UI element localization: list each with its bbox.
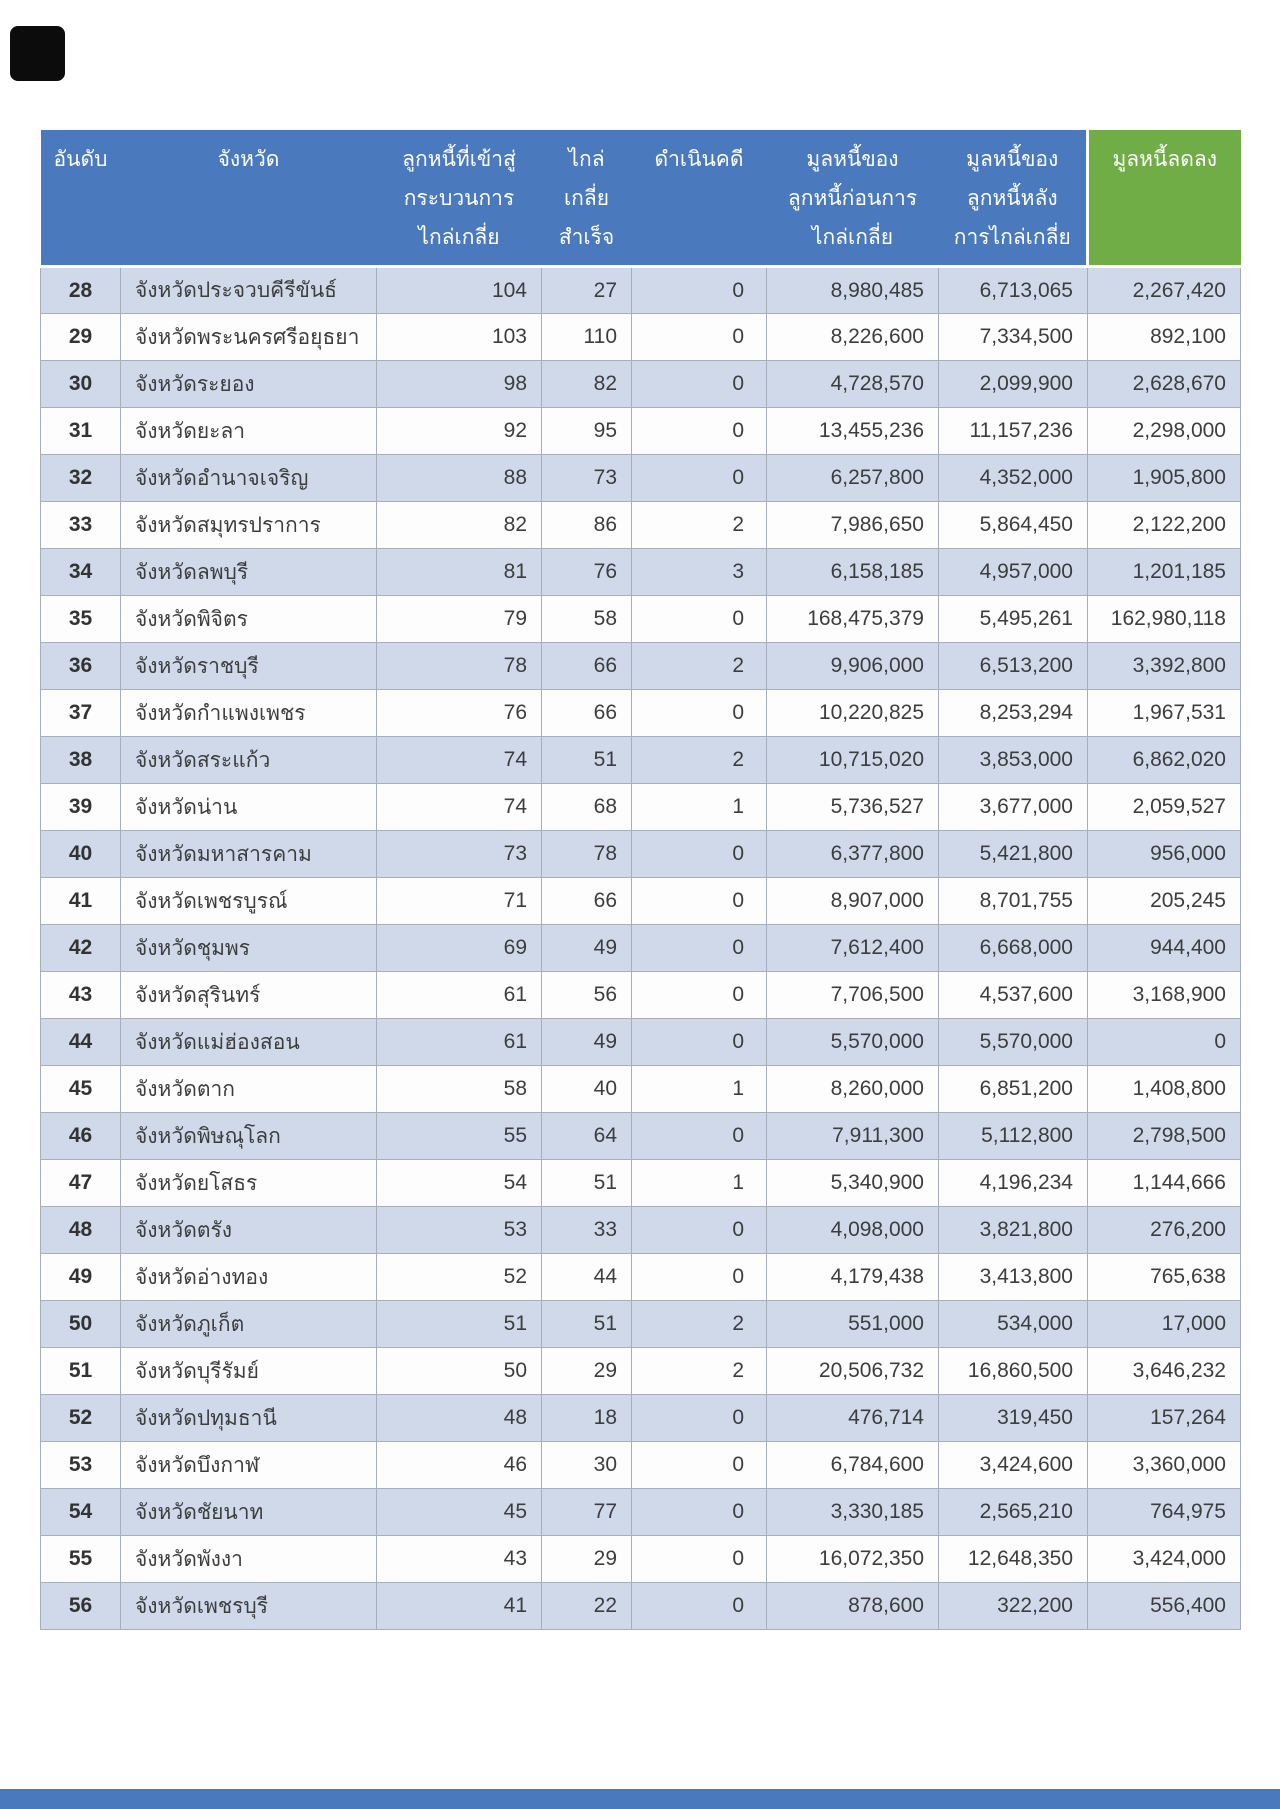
cell-debtors: 78	[377, 643, 542, 690]
cell-debt_reduced: 3,424,000	[1088, 1536, 1241, 1583]
cell-rank: 54	[41, 1489, 121, 1536]
cell-debt_reduced: 1,967,531	[1088, 690, 1241, 737]
cell-debt_before: 3,330,185	[767, 1489, 939, 1536]
cell-debtors: 61	[377, 1019, 542, 1066]
table-row	[41, 690, 1241, 737]
cell-debtors: 74	[377, 784, 542, 831]
cell-debt_before: 8,980,485	[767, 267, 939, 314]
table-row	[41, 1066, 1241, 1113]
cell-debt_after: 6,851,200	[939, 1066, 1088, 1113]
table-row	[41, 1113, 1241, 1160]
cell-rank: 52	[41, 1395, 121, 1442]
cell-rank: 38	[41, 737, 121, 784]
table-row	[41, 1254, 1241, 1301]
cell-lawsuit: 0	[632, 1583, 767, 1630]
cell-lawsuit: 0	[632, 1442, 767, 1489]
cell-lawsuit: 0	[632, 361, 767, 408]
cell-province: จังหวัดน่าน	[121, 784, 377, 831]
cell-province: จังหวัดพิษณุโลก	[121, 1113, 377, 1160]
cell-rank: 37	[41, 690, 121, 737]
cell-rank: 46	[41, 1113, 121, 1160]
cell-lawsuit: 2	[632, 1348, 767, 1395]
cell-province: จังหวัดพระนครศรีอยุธยา	[121, 314, 377, 361]
cell-province: จังหวัดพังงา	[121, 1536, 377, 1583]
cell-success: 77	[542, 1489, 632, 1536]
cell-debt_reduced: 2,628,670	[1088, 361, 1241, 408]
cell-debt_reduced: 2,059,527	[1088, 784, 1241, 831]
cell-debt_before: 6,377,800	[767, 831, 939, 878]
cell-rank: 35	[41, 596, 121, 643]
cell-debt_after: 4,537,600	[939, 972, 1088, 1019]
table-row	[41, 878, 1241, 925]
cell-debt_before: 7,986,650	[767, 502, 939, 549]
cell-rank: 47	[41, 1160, 121, 1207]
table-row	[41, 1207, 1241, 1254]
cell-lawsuit: 1	[632, 784, 767, 831]
cell-debt_before: 878,600	[767, 1583, 939, 1630]
corner-logo-square	[10, 26, 65, 81]
cell-debt_before: 6,257,800	[767, 455, 939, 502]
cell-rank: 56	[41, 1583, 121, 1630]
column-header-line: จังหวัด	[217, 148, 280, 171]
cell-lawsuit: 0	[632, 972, 767, 1019]
cell-success: 18	[542, 1395, 632, 1442]
cell-debt_reduced: 2,122,200	[1088, 502, 1241, 549]
column-header-line: ไกล่เกลี่ย	[418, 226, 500, 249]
cell-lawsuit: 2	[632, 502, 767, 549]
cell-debtors: 104	[377, 267, 542, 314]
cell-debt_after: 3,821,800	[939, 1207, 1088, 1254]
cell-debt_reduced: 1,201,185	[1088, 549, 1241, 596]
cell-province: จังหวัดอ่างทอง	[121, 1254, 377, 1301]
cell-debt_before: 5,340,900	[767, 1160, 939, 1207]
cell-success: 49	[542, 1019, 632, 1066]
cell-debtors: 48	[377, 1395, 542, 1442]
cell-debt_before: 4,179,438	[767, 1254, 939, 1301]
cell-debt_after: 6,668,000	[939, 925, 1088, 972]
cell-lawsuit: 2	[632, 643, 767, 690]
cell-debt_after: 4,352,000	[939, 455, 1088, 502]
cell-debt_after: 4,196,234	[939, 1160, 1088, 1207]
cell-debt_after: 319,450	[939, 1395, 1088, 1442]
cell-debt_reduced: 157,264	[1088, 1395, 1241, 1442]
cell-success: 29	[542, 1348, 632, 1395]
cell-lawsuit: 0	[632, 690, 767, 737]
cell-province: จังหวัดพิจิตร	[121, 596, 377, 643]
cell-debt_after: 3,424,600	[939, 1442, 1088, 1489]
cell-debt_before: 6,784,600	[767, 1442, 939, 1489]
cell-debt_reduced: 3,392,800	[1088, 643, 1241, 690]
column-header-line: ไกล่	[568, 148, 605, 171]
cell-debt_before: 8,260,000	[767, 1066, 939, 1113]
cell-debtors: 55	[377, 1113, 542, 1160]
cell-province: จังหวัดบึงกาฬ	[121, 1442, 377, 1489]
cell-province: จังหวัดสระแก้ว	[121, 737, 377, 784]
cell-debt_after: 5,112,800	[939, 1113, 1088, 1160]
table-row	[41, 596, 1241, 643]
cell-debt_reduced: 6,862,020	[1088, 737, 1241, 784]
cell-debtors: 76	[377, 690, 542, 737]
cell-success: 82	[542, 361, 632, 408]
cell-rank: 28	[41, 267, 121, 314]
cell-debt_after: 7,334,500	[939, 314, 1088, 361]
cell-rank: 39	[41, 784, 121, 831]
cell-province: จังหวัดสมุทรปราการ	[121, 502, 377, 549]
table-row	[41, 643, 1241, 690]
cell-debt_reduced: 205,245	[1088, 878, 1241, 925]
cell-success: 64	[542, 1113, 632, 1160]
cell-success: 27	[542, 267, 632, 314]
cell-province: จังหวัดภูเก็ต	[121, 1301, 377, 1348]
column-header-success	[542, 130, 632, 267]
cell-debt_reduced: 944,400	[1088, 925, 1241, 972]
table-row	[41, 408, 1241, 455]
cell-debtors: 45	[377, 1489, 542, 1536]
table-row	[41, 1301, 1241, 1348]
cell-rank: 49	[41, 1254, 121, 1301]
column-header-line: มูลหนี้ของ	[966, 148, 1059, 171]
table-row	[41, 925, 1241, 972]
cell-debt_before: 7,612,400	[767, 925, 939, 972]
cell-debt_after: 8,253,294	[939, 690, 1088, 737]
cell-rank: 50	[41, 1301, 121, 1348]
cell-debt_after: 8,701,755	[939, 878, 1088, 925]
cell-debt_before: 5,736,527	[767, 784, 939, 831]
cell-lawsuit: 0	[632, 314, 767, 361]
cell-success: 44	[542, 1254, 632, 1301]
cell-debt_before: 20,506,732	[767, 1348, 939, 1395]
table-header	[41, 130, 1241, 267]
cell-rank: 48	[41, 1207, 121, 1254]
cell-lawsuit: 0	[632, 267, 767, 314]
cell-lawsuit: 2	[632, 737, 767, 784]
cell-debt_before: 13,455,236	[767, 408, 939, 455]
cell-lawsuit: 0	[632, 1113, 767, 1160]
cell-success: 73	[542, 455, 632, 502]
cell-lawsuit: 0	[632, 1489, 767, 1536]
cell-province: จังหวัดแม่ฮ่องสอน	[121, 1019, 377, 1066]
cell-lawsuit: 0	[632, 878, 767, 925]
column-header-line: ลูกหนี้ก่อนการ	[787, 187, 918, 210]
cell-debtors: 88	[377, 455, 542, 502]
cell-debt_reduced: 765,638	[1088, 1254, 1241, 1301]
cell-debt_before: 4,098,000	[767, 1207, 939, 1254]
cell-lawsuit: 0	[632, 1207, 767, 1254]
column-header-debt_before	[767, 130, 939, 267]
cell-success: 51	[542, 737, 632, 784]
table-row	[41, 1442, 1241, 1489]
cell-success: 56	[542, 972, 632, 1019]
cell-debt_before: 7,911,300	[767, 1113, 939, 1160]
column-header-province	[121, 130, 377, 267]
cell-lawsuit: 3	[632, 549, 767, 596]
cell-debt_after: 2,099,900	[939, 361, 1088, 408]
table-row	[41, 549, 1241, 596]
column-header-line: สำเร็จ	[558, 226, 615, 249]
cell-success: 51	[542, 1301, 632, 1348]
cell-lawsuit: 1	[632, 1160, 767, 1207]
cell-debt_reduced: 892,100	[1088, 314, 1241, 361]
cell-province: จังหวัดตาก	[121, 1066, 377, 1113]
cell-debtors: 54	[377, 1160, 542, 1207]
cell-province: จังหวัดตรัง	[121, 1207, 377, 1254]
table-row	[41, 1160, 1241, 1207]
cell-province: จังหวัดกำแพงเพชร	[121, 690, 377, 737]
cell-debt_before: 8,226,600	[767, 314, 939, 361]
cell-success: 40	[542, 1066, 632, 1113]
cell-success: 76	[542, 549, 632, 596]
cell-debt_after: 534,000	[939, 1301, 1088, 1348]
table-row	[41, 1395, 1241, 1442]
table-row	[41, 831, 1241, 878]
cell-success: 22	[542, 1583, 632, 1630]
cell-debt_after: 5,570,000	[939, 1019, 1088, 1066]
table-row	[41, 784, 1241, 831]
footer-bar	[0, 1789, 1280, 1809]
cell-success: 58	[542, 596, 632, 643]
table-row	[41, 314, 1241, 361]
column-header-debt_after	[939, 130, 1088, 267]
cell-province: จังหวัดยะลา	[121, 408, 377, 455]
table-row	[41, 737, 1241, 784]
cell-debt_reduced: 1,144,666	[1088, 1160, 1241, 1207]
cell-success: 95	[542, 408, 632, 455]
cell-province: จังหวัดระยอง	[121, 361, 377, 408]
column-header-line: เกลี่ย	[563, 187, 610, 210]
cell-debt_after: 5,864,450	[939, 502, 1088, 549]
cell-debt_reduced: 2,267,420	[1088, 267, 1241, 314]
cell-debt_reduced: 3,646,232	[1088, 1348, 1241, 1395]
column-header-line: ดำเนินคดี	[654, 148, 744, 171]
cell-debt_after: 12,648,350	[939, 1536, 1088, 1583]
cell-debtors: 74	[377, 737, 542, 784]
cell-debt_after: 3,677,000	[939, 784, 1088, 831]
cell-rank: 44	[41, 1019, 121, 1066]
cell-rank: 36	[41, 643, 121, 690]
cell-debt_reduced: 1,408,800	[1088, 1066, 1241, 1113]
cell-success: 29	[542, 1536, 632, 1583]
table-row	[41, 1489, 1241, 1536]
cell-debtors: 81	[377, 549, 542, 596]
cell-province: จังหวัดเพชรบุรี	[121, 1583, 377, 1630]
cell-debtors: 41	[377, 1583, 542, 1630]
cell-debt_reduced: 0	[1088, 1019, 1241, 1066]
cell-province: จังหวัดชัยนาท	[121, 1489, 377, 1536]
cell-lawsuit: 0	[632, 1536, 767, 1583]
cell-lawsuit: 0	[632, 1019, 767, 1066]
cell-success: 68	[542, 784, 632, 831]
cell-debt_reduced: 3,168,900	[1088, 972, 1241, 1019]
cell-debt_after: 3,853,000	[939, 737, 1088, 784]
cell-debt_reduced: 1,905,800	[1088, 455, 1241, 502]
cell-rank: 34	[41, 549, 121, 596]
cell-debt_reduced: 556,400	[1088, 1583, 1241, 1630]
cell-debtors: 61	[377, 972, 542, 1019]
cell-province: จังหวัดบุรีรัมย์	[121, 1348, 377, 1395]
cell-debt_before: 8,907,000	[767, 878, 939, 925]
cell-lawsuit: 1	[632, 1066, 767, 1113]
table-row	[41, 1583, 1241, 1630]
cell-debt_after: 322,200	[939, 1583, 1088, 1630]
cell-debt_reduced: 2,798,500	[1088, 1113, 1241, 1160]
cell-debt_before: 5,570,000	[767, 1019, 939, 1066]
column-header-line: มูลหนี้ลดลง	[1112, 148, 1218, 171]
cell-debt_before: 476,714	[767, 1395, 939, 1442]
cell-debt_before: 16,072,350	[767, 1536, 939, 1583]
column-header-rank	[41, 130, 121, 267]
table-body	[41, 267, 1241, 1630]
cell-lawsuit: 0	[632, 1254, 767, 1301]
cell-debtors: 50	[377, 1348, 542, 1395]
cell-debt_before: 9,906,000	[767, 643, 939, 690]
cell-debtors: 43	[377, 1536, 542, 1583]
cell-debt_before: 7,706,500	[767, 972, 939, 1019]
table-row	[41, 1348, 1241, 1395]
cell-debt_after: 5,495,261	[939, 596, 1088, 643]
cell-debtors: 46	[377, 1442, 542, 1489]
cell-success: 78	[542, 831, 632, 878]
cell-debtors: 82	[377, 502, 542, 549]
cell-debtors: 58	[377, 1066, 542, 1113]
cell-debtors: 51	[377, 1301, 542, 1348]
cell-debt_reduced: 162,980,118	[1088, 596, 1241, 643]
cell-province: จังหวัดราชบุรี	[121, 643, 377, 690]
cell-debt_reduced: 3,360,000	[1088, 1442, 1241, 1489]
column-header-line: อันดับ	[53, 148, 108, 171]
column-header-debtors	[377, 130, 542, 267]
cell-lawsuit: 0	[632, 831, 767, 878]
cell-rank: 43	[41, 972, 121, 1019]
cell-rank: 42	[41, 925, 121, 972]
cell-debt_before: 6,158,185	[767, 549, 939, 596]
cell-success: 33	[542, 1207, 632, 1254]
cell-rank: 55	[41, 1536, 121, 1583]
cell-debtors: 69	[377, 925, 542, 972]
cell-debt_before: 10,715,020	[767, 737, 939, 784]
cell-debt_after: 2,565,210	[939, 1489, 1088, 1536]
cell-lawsuit: 2	[632, 1301, 767, 1348]
cell-province: จังหวัดสุรินทร์	[121, 972, 377, 1019]
table-row	[41, 502, 1241, 549]
column-header-line: ไกล่เกลี่ย	[811, 226, 894, 249]
cell-success: 110	[542, 314, 632, 361]
cell-lawsuit: 0	[632, 1395, 767, 1442]
table-row	[41, 972, 1241, 1019]
cell-rank: 53	[41, 1442, 121, 1489]
cell-debt_reduced: 17,000	[1088, 1301, 1241, 1348]
cell-debt_after: 3,413,800	[939, 1254, 1088, 1301]
cell-debtors: 52	[377, 1254, 542, 1301]
cell-debtors: 98	[377, 361, 542, 408]
cell-success: 86	[542, 502, 632, 549]
cell-province: จังหวัดเพชรบูรณ์	[121, 878, 377, 925]
cell-province: จังหวัดลพบุรี	[121, 549, 377, 596]
cell-rank: 45	[41, 1066, 121, 1113]
cell-rank: 30	[41, 361, 121, 408]
cell-lawsuit: 0	[632, 408, 767, 455]
cell-rank: 29	[41, 314, 121, 361]
cell-province: จังหวัดปทุมธานี	[121, 1395, 377, 1442]
table-row	[41, 1536, 1241, 1583]
cell-debt_before: 4,728,570	[767, 361, 939, 408]
cell-success: 49	[542, 925, 632, 972]
column-header-line: มูลหนี้ของ	[806, 148, 899, 171]
cell-province: จังหวัดชุมพร	[121, 925, 377, 972]
table-row	[41, 361, 1241, 408]
column-header-lawsuit	[632, 130, 767, 267]
column-header-debt_reduced	[1088, 130, 1241, 267]
table-row	[41, 455, 1241, 502]
column-header-line: กระบวนการ	[403, 187, 515, 210]
cell-rank: 41	[41, 878, 121, 925]
cell-debt_reduced: 2,298,000	[1088, 408, 1241, 455]
cell-debt_reduced: 276,200	[1088, 1207, 1241, 1254]
cell-province: จังหวัดอำนาจเจริญ	[121, 455, 377, 502]
cell-rank: 33	[41, 502, 121, 549]
column-header-line: ลูกหนี้หลัง	[966, 187, 1058, 210]
cell-rank: 51	[41, 1348, 121, 1395]
table-row	[41, 1019, 1241, 1066]
cell-debt_reduced: 764,975	[1088, 1489, 1241, 1536]
cell-province: จังหวัดยโสธร	[121, 1160, 377, 1207]
cell-debt_after: 6,713,065	[939, 267, 1088, 314]
table-header-row	[41, 130, 1241, 267]
column-header-line: ลูกหนี้ที่เข้าสู่	[402, 148, 516, 171]
cell-debt_after: 4,957,000	[939, 549, 1088, 596]
cell-debtors: 71	[377, 878, 542, 925]
cell-lawsuit: 0	[632, 455, 767, 502]
cell-rank: 40	[41, 831, 121, 878]
cell-debtors: 103	[377, 314, 542, 361]
cell-debtors: 92	[377, 408, 542, 455]
cell-debtors: 53	[377, 1207, 542, 1254]
cell-debt_before: 168,475,379	[767, 596, 939, 643]
cell-debtors: 79	[377, 596, 542, 643]
cell-debt_after: 5,421,800	[939, 831, 1088, 878]
cell-success: 66	[542, 878, 632, 925]
cell-debt_before: 551,000	[767, 1301, 939, 1348]
cell-debt_before: 10,220,825	[767, 690, 939, 737]
cell-rank: 32	[41, 455, 121, 502]
cell-rank: 31	[41, 408, 121, 455]
cell-province: จังหวัดมหาสารคาม	[121, 831, 377, 878]
column-header-line: การไกล่เกลี่ย	[953, 226, 1071, 249]
table-row	[41, 267, 1241, 314]
cell-success: 66	[542, 690, 632, 737]
cell-debt_after: 6,513,200	[939, 643, 1088, 690]
cell-success: 30	[542, 1442, 632, 1489]
cell-debt_after: 11,157,236	[939, 408, 1088, 455]
mediation-ranking-table	[40, 130, 1241, 1630]
cell-success: 66	[542, 643, 632, 690]
cell-debtors: 73	[377, 831, 542, 878]
cell-lawsuit: 0	[632, 925, 767, 972]
cell-debt_reduced: 956,000	[1088, 831, 1241, 878]
cell-province: จังหวัดประจวบคีรีขันธ์	[121, 267, 377, 314]
cell-success: 51	[542, 1160, 632, 1207]
cell-debt_after: 16,860,500	[939, 1348, 1088, 1395]
cell-lawsuit: 0	[632, 596, 767, 643]
